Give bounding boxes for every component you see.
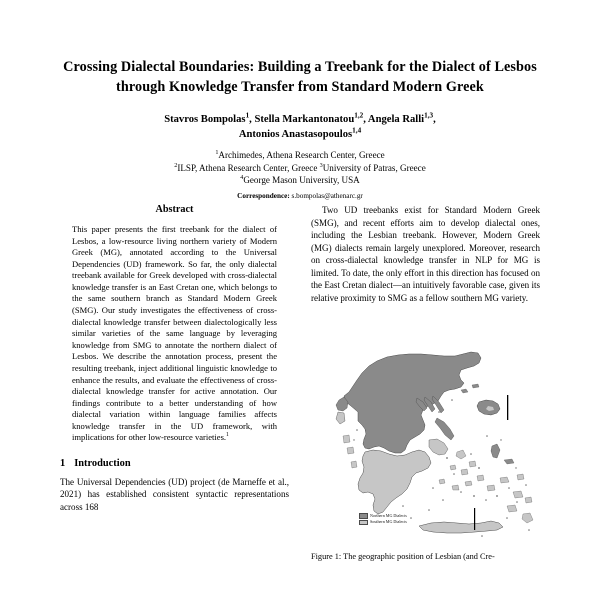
body-columns [60,204,540,600]
section-heading-introduction [60,458,289,469]
northern-dialect-region [336,352,514,464]
correspondence-line [60,187,540,201]
correspondence-label: Correspondence: [237,192,290,201]
affiliation-marker-2: 2 [174,161,178,169]
affiliation-marker-4: 4 [240,174,244,182]
figure-map-canvas [311,340,540,546]
legend-label-northern: Northern MG Dialects [370,513,407,518]
section-number: 1 [60,457,66,469]
author-separator: , [433,114,436,126]
author-name-2: , Stella Markantonatou [249,114,355,126]
left-column [60,204,289,600]
affiliation-line-3 [60,174,540,187]
author-affil-marker-2: 1,2 [354,111,364,120]
figure-caption [311,551,540,562]
abstract-heading: Abstract [155,204,194,215]
crete-marker-line [474,508,475,530]
legend-item-southern [359,519,407,525]
affiliation-text-1: Archimedes, Athena Research Center, Greece [218,150,385,161]
legend-label-southern: Southern MG Dialects [370,519,407,525]
author-name-4: Antonios Anastasopoulos [238,129,353,141]
abstract-text [60,224,289,444]
affiliation-list [60,142,540,187]
author-name-3: , Angela Ralli [363,114,425,126]
affiliation-marker-3: 3 [319,161,323,169]
author-affil-marker-4: 1,4 [352,126,362,135]
abstract-footnote-marker: 1 [226,432,229,439]
affiliation-text-3: University of Patras, Greece [322,162,426,173]
author-list [60,97,540,142]
affiliation-text-4: George Mason University, USA [243,175,360,186]
affiliation-line-1 [60,149,540,162]
affiliation-text-2: ILSP, Athena Research Center, Greece [177,162,320,173]
legend-swatch-southern-icon [359,520,368,526]
figure-label: Figure 1: [311,552,342,561]
author-name-1: Stavros Bompolas [164,114,246,126]
page-title: Crossing Dialectal Boundaries: Building a Treebank for the Dialect of Lesbos through Knowledge Transfer from Standard Modern Greek [63,59,537,96]
affiliation-line-2 [60,162,540,175]
abstract-body-text: This paper presents the first treebank for the dialect of Lesbos, a low-resource living northern variety of Modern Greek (MG), annotated according to the Universal Dependencies (UD) framework. So far, the only dialectal treebank available for Greek developed with cross-dialectal knowledge transfer is an East Cretan one, which belongs to the same southern branch as Standard Modern Greek (SMG). Our study investigates the effectiveness of cross-dialectal knowledge transfer between dialectologically less similar varieties of the same language by leveraging knowledge from SMG to annotate the northern dialect of Lesbos. We describe the annotation process, present the resulting treebank, inject additional linguistic knowledge to enhance the results, and evaluate the effectiveness of cross-dialectal knowledge transfer for active annotation. Our findings contribute to a better understanding of how dialectal variation within language families affects knowledge transfer in the UD framework, with implications for other low-resource varieties. [72,224,277,443]
figure-caption-text: The geographic position of Lesbian (and Cre- [343,552,495,561]
map-legend [359,513,407,526]
legend-swatch-northern-icon [359,513,368,519]
correspondence-email[interactable]: s.bompolas@athenarc.gr [291,192,363,201]
section-title: Introduction [74,457,131,469]
figure-1 [311,340,540,562]
right-column-paragraph: Two UD treebanks exist for Standard Modern Greek (SMG), and recent efforts aim to develop dialectal ones, including the Lesbian treebank. However, Modern Greek (MG) dialects remain largely unexplored. Moreover, research on cross-dialectal knowledge transfer in NLP for MG is limited. To date, the only effort in this direction has focused on the East Cretan dialect—an intuitively favorable case, given its relative proximity to SMG as a fellow southern MG variety. [311,205,540,303]
greece-dialect-map-svg [311,340,540,546]
affiliation-marker-1: 1 [215,149,219,157]
introduction-paragraph: The Universal Dependencies (UD) project (de Marneffe et al., 2021) has established consistent syntactic representations across 168 [60,476,289,512]
map-annotation-markers [474,395,508,530]
author-affil-marker-1: 1 [245,111,250,120]
right-column [311,204,540,600]
author-affil-marker-3: 1,3 [424,111,434,120]
lesbos-marker-line [507,395,508,420]
